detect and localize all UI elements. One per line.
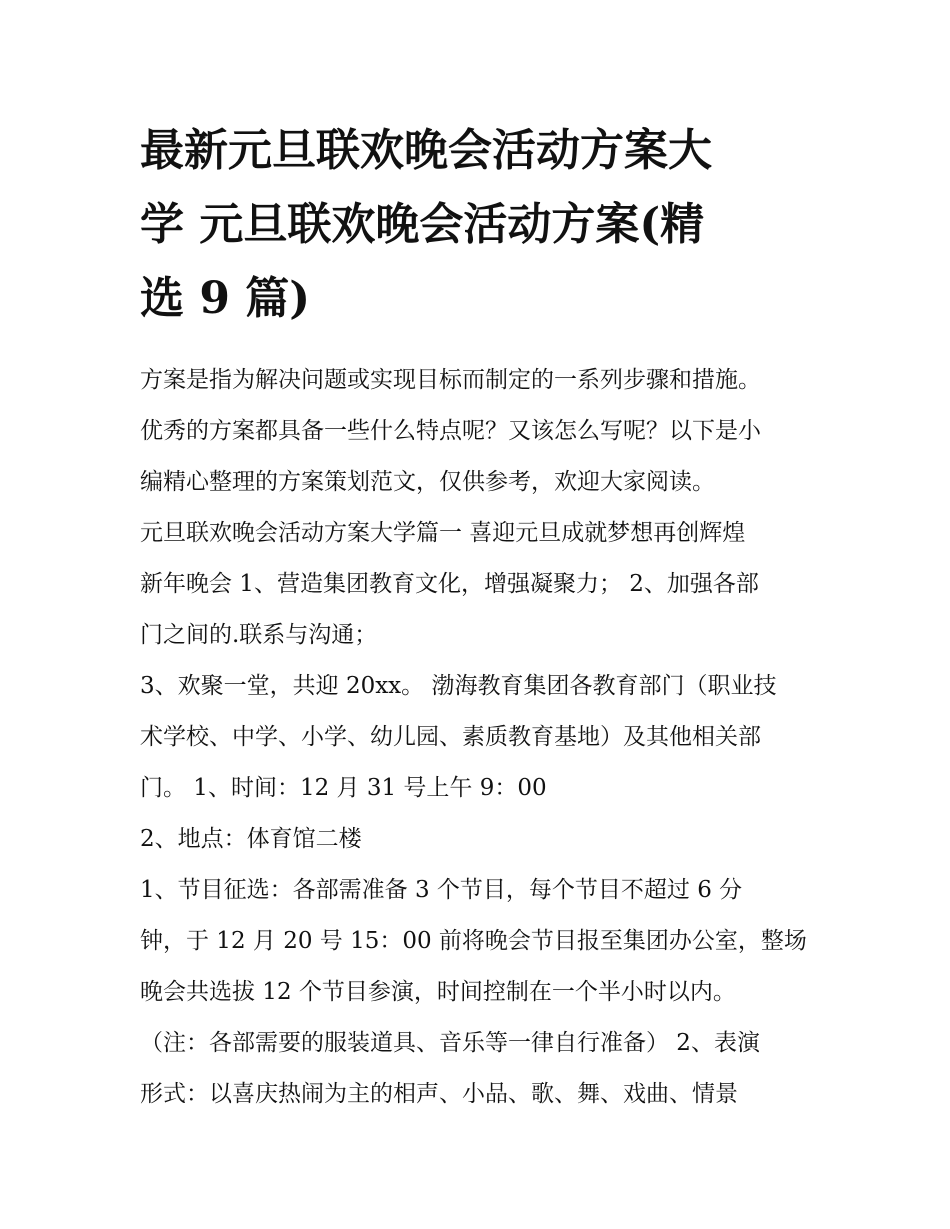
body-line: 方案是指为解决问题或实现目标而制定的一系列步骤和措施。 [140, 367, 761, 393]
body-line: 1、节目征选：各部需准备 3 个节目，每个节目不超过 6 分 [140, 877, 743, 903]
body-line: 3、欢聚一堂，共迎 20xx。 渤海教育集团各教育部门（职业技 [140, 673, 777, 699]
body-line: 晚会共选拔 12 个节目参演，时间控制在一个半小时以内。 [140, 979, 736, 1005]
body-line: 编精心整理的方案策划范文，仅供参考，欢迎大家阅读。 [140, 469, 715, 495]
title-line: 最新元旦联欢晚会活动方案大 [140, 125, 712, 176]
title-line: 选 9 篇) [140, 273, 311, 324]
document-body [140, 355, 840, 1120]
body-line: 元旦联欢晚会活动方案大学篇一 喜迎元旦成就梦想再创辉煌 [140, 520, 746, 546]
document-title [140, 114, 830, 336]
body-line: 钟，于 12 月 20 号 15：00 前将晚会节目报至集团办公室，整场 [140, 928, 807, 954]
body-line: 门之间的.联系与沟通； [140, 622, 378, 648]
body-line: 门。 1、时间：12 月 31 号上午 9：00 [140, 775, 547, 801]
body-line: 术学校、中学、小学、幼儿园、素质教育基地）及其他相关部 [140, 724, 761, 750]
title-line: 学 元旦联欢晚会活动方案(精 [140, 199, 705, 250]
body-line: 形式：以喜庆热闹为主的相声、小品、歌、舞、戏曲、情景 [140, 1081, 738, 1107]
body-line: 新年晚会 1、营造集团教育文化，增强凝聚力； 2、加强各部 [140, 571, 759, 597]
body-line: 优秀的方案都具备一些什么特点呢？又该怎么写呢？以下是小 [140, 418, 761, 444]
body-line: （注：各部需要的服装道具、音乐等一律自行准备） 2、表演 [140, 1030, 760, 1056]
body-line: 2、地点：体育馆二楼 [140, 826, 362, 852]
